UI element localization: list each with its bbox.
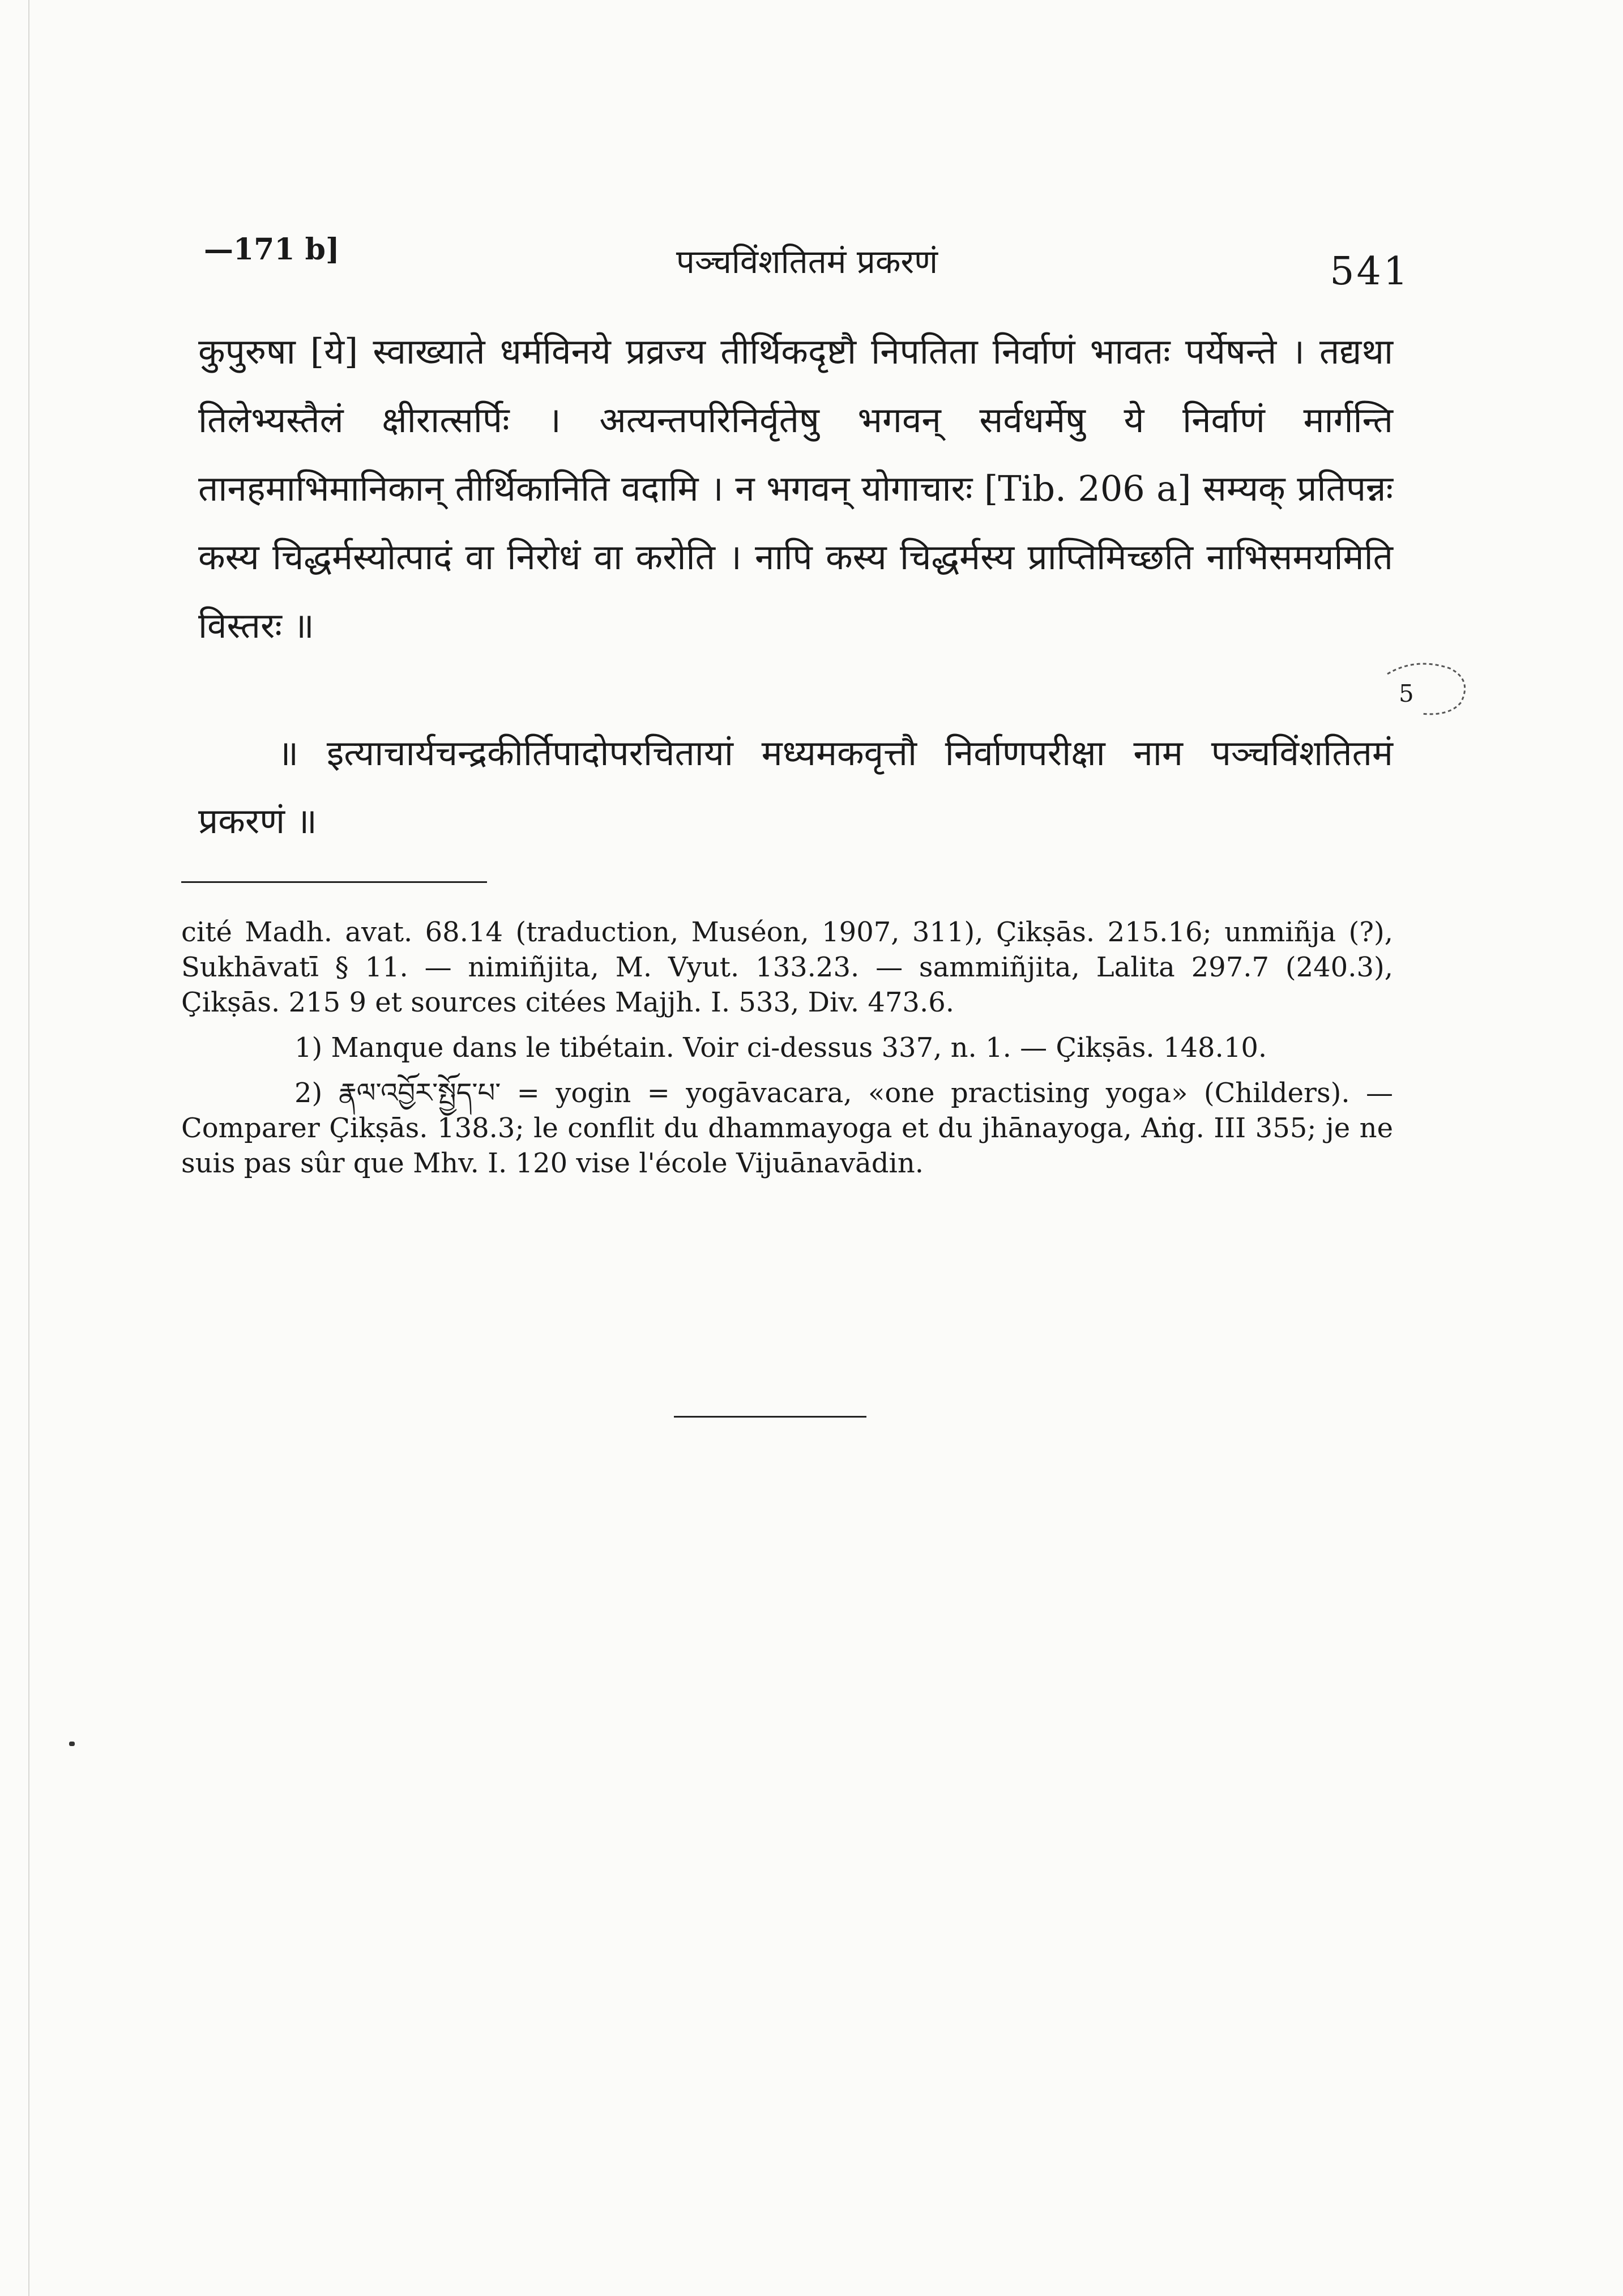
footnotes	[181, 915, 1393, 1191]
sanskrit-paragraph: कुपुरुषा [ये] स्वाख्याते धर्मविनये प्रव्रज्य तीर्थिकदृष्टौ निपतिता निर्वाणं भावतः पर्येषन्ते । तद्यथा तिलेभ्यस्तैलं क्षीरात्सर्पिः । अत्यन्तपरिनिर्वृतेषु भगवन् सर्वधर्मेषु ये निर्वाणं मार्गन्ति तानहमाभिमानिकान् तीर्थिकानिति वदामि । न भगवन् योगाचारः [Tib. 206 a] सम्यक् प्रतिपन्नः कस्य चिद्धर्मस्योत्पादं वा निरोधं वा करोति । नापि कस्य चिद्धर्मस्य प्राप्तिमिच्छति नाभिसमयमिति विस्तरः ॥	[198, 331, 1393, 646]
chapter-colophon	[198, 719, 1393, 855]
margin-number: 5	[1399, 680, 1414, 707]
footnote-1: 1) Manque dans le tibétain. Voir ci-dessus 337, n. 1. — Çikṣās. 148.10.	[294, 1032, 1267, 1064]
scan-edge-line	[28, 0, 29, 2296]
sanskrit-text-block	[198, 317, 1393, 660]
colophon-text: ॥ इत्याचार्यचन्द्रकीर्तिपादोपरचितायां मध्यमकवृत्तौ निर्वाणपरीक्षा नाम पञ्चविंशतितमं प्रकरणं ॥	[198, 732, 1393, 842]
footnote-separator	[181, 881, 487, 883]
chapter-title: पञ्चविंशतितमं प्रकरणं	[676, 242, 938, 281]
footnote-continuation: cité Madh. avat. 68.14 (traduction, Muséon, 1907, 311), Çikṣās. 215.16; unmiñja (?), Sukhāvatī § 11. — nimiñjita, M. Vyut. 133.23. — sammiñjita, Lalita 297.7 (240.3), Çikṣās. 215 9 et sources citées Majjh. I. 533, Div. 473.6.	[181, 916, 1393, 1018]
scan-speck	[69, 1742, 75, 1746]
page-number: 541	[1330, 249, 1410, 294]
margin-bracket-mark	[1382, 657, 1472, 719]
running-head	[204, 227, 1410, 294]
section-reference: —171 b]	[204, 232, 340, 267]
footnote-2: 2) རྣལ་འབྱོར་སྤྱོད་པ་ = yogin = yogāvacara, «one practising yoga» (Childers). — Comparer Çikṣās. 138.3; le conflit du dhammayoga et du jhānayoga, Aṅg. III 355; je ne suis pas sûr que Mhv. I. 120 vise l'école Vijuānavādin.	[181, 1077, 1393, 1179]
end-of-chapter-rule	[674, 1416, 866, 1418]
